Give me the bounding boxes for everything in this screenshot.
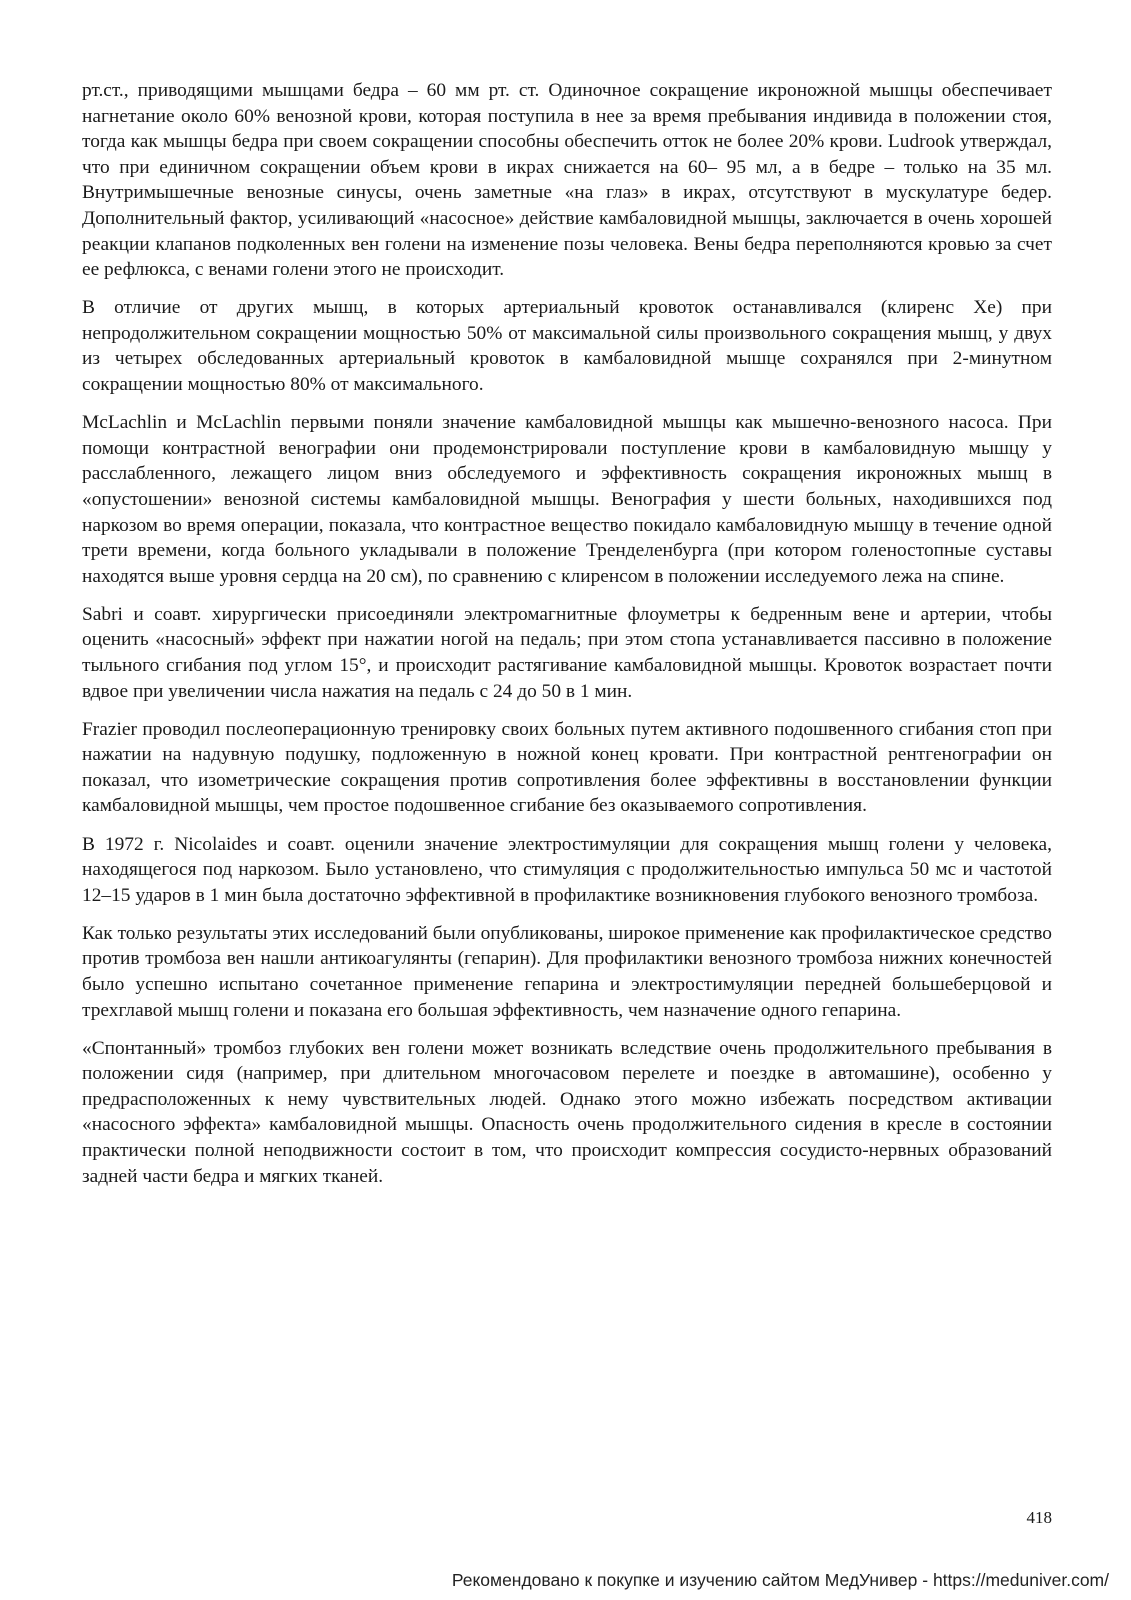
paragraph: Sabri и соавт. хирургически присоединяли электромагнитные флоуметры к бедренным вене и артерии, чтобы оценить «насосный» эффект при нажатии ногой на педаль; при этом стопа устанавливается пассивно в положение тыльного сгибания под углом 15°, и происходит растягивание камбаловидной мышцы. Кровоток возрастает почти вдвое при увеличении числа нажатия на педаль с 24 до 50 в 1 мин. bbox=[82, 603, 1052, 702]
paragraph: «Спонтанный» тромбоз глубоких вен голени может возникать вследствие очень продолжительного пребывания в положении сидя (например, при длительном многочасовом перелете и поездке в автомашине), особенно у предрасположенных к нему чувствительных людей. Однако этого можно избежать посредством активации «насосного эффекта» камбаловидной мышцы. Опасность очень продолжительного сидения в кресле в состоянии практически полной неподвижности состоит в том, что происходит компрессия сосудисто-нервных образований задней части бедра и мягких тканей. bbox=[82, 1037, 1052, 1187]
document-body bbox=[82, 78, 1052, 1202]
paragraph: В отличие от других мышц, в которых артериальный кровоток останавливался (клиренс Хе) при непродолжительном сокращении мощностью 50% от максимальной силы произвольного сокращения мышц, у двух из четырех обследованных артериальный кровоток в камбаловидной мышце сохранялся при 2-минутном сокращении мощностью 80% от максимального. bbox=[82, 297, 1052, 396]
paragraph: рт.ст., приводящими мышцами бедра – 60 мм рт. ст. Одиночное сокращение икроножной мышцы обеспечивает нагнетание около 60% венозной крови, которая поступила в нее за время пребывания индивида в положении стоя, тогда как мышцы бедра при своем сокращении способны обеспечить отток не более 20% крови. Ludrook утверждал, что при единичном сокращении объем крови в икрах снижается на 60– 95 мл, а в бедре – только на 35 мл. Внутримышечные венозные синусы, очень заметные «на глаз» в икрах, отсутствуют в мускулатуре бедер. Дополнительный фактор, усиливающий «насосное» действие камбаловидной мышцы, заключается в очень хорошей реакции клапанов подколенных вен голени на изменение позы человека. Вены бедра переполняются кровью за счет ее рефлюкса, с венами голени этого не происходит. bbox=[82, 80, 1052, 281]
footer-recommendation: Рекомендовано к покупке и изучению сайтом МедУнивер - https://meduniver.com/ bbox=[451, 1570, 1109, 1590]
paragraph: В 1972 г. Nicolaides и соавт. оценили значение электростимуляции для сокращения мышц голени у человека, находящегося под наркозом. Было установлено, что стимуляция с продолжительностью импульса 50 мс и частотой 12–15 ударов в 1 мин была достаточно эффективной в профилактике возникновения глубокого венозного тромбоза. bbox=[82, 833, 1052, 906]
paragraph: Frazier проводил послеоперационную тренировку своих больных путем активного подошвенного сгибания стоп при нажатии на надувную подушку, подложенную в ножной конец кровати. При контрастной рентгенографии он показал, что изометрические сокращения против сопротивления более эффективны в восстановлении функции камбаловидной мышцы, чем простое подошвенное сгибание без оказываемого сопротивления. bbox=[82, 718, 1052, 817]
page-number: 418 bbox=[1026, 1508, 1052, 1527]
paragraph: McLachlin и McLachlin первыми поняли значение камбаловидной мышцы как мышечно-венозного насоса. При помощи контрастной венографии они продемонстрировали поступление крови в камбаловидную мышцу у расслабленного, лежащего лицом вниз обследуемого и эффективность сокращения икроножных мышц в «опустошении» венозной системы камбаловидной мышцы. Венография у шести больных, находившихся под наркозом во время операции, показала, что контрастное вещество покидало камбаловидную мышцу в течение одной трети времени, когда больного укладывали в положение Тренделенбурга (при котором голеностопные суставы находятся выше уровня сердца на 20 см), по сравнению с клиренсом в положении исследуемого лежа на спине. bbox=[82, 412, 1052, 587]
paragraph: Как только результаты этих исследований были опубликованы, широкое применение как профилактическое средство против тромбоза вен нашли антикоагулянты (гепарин). Для профилактики венозного тромбоза нижних конечностей было успешно испытано сочетанное применение гепарина и электростимуляции передней большеберцовой и трехглавой мышц голени и показана его большая эффективность, чем назначение одного гепарина. bbox=[82, 922, 1052, 1021]
